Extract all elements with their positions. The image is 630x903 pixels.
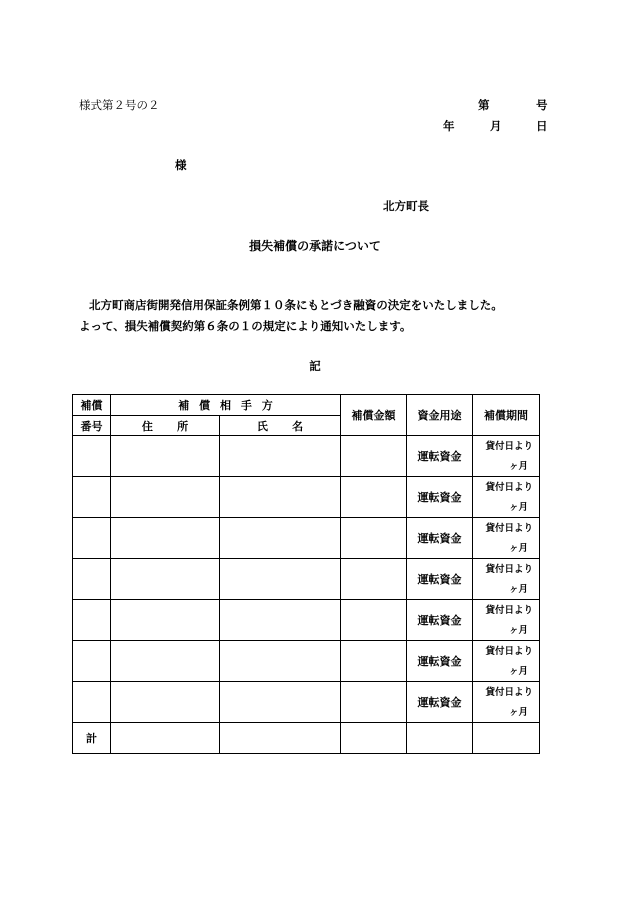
- cell-purpose: 運転資金: [407, 518, 473, 559]
- header-purpose: 資金用途: [407, 395, 473, 436]
- cell-number[interactable]: [73, 477, 111, 518]
- cell-address[interactable]: [111, 477, 220, 518]
- cell-amount[interactable]: [341, 559, 407, 600]
- header-party: [111, 395, 341, 416]
- total-period: [473, 723, 540, 754]
- table-row: [73, 682, 540, 723]
- period-from-label: 貸付日より: [485, 522, 534, 534]
- document-title: 損失補償の承諾について: [249, 239, 381, 253]
- cell-amount[interactable]: [341, 518, 407, 559]
- header-amount: 補償金額: [341, 395, 407, 436]
- cell-purpose: 運転資金: [407, 559, 473, 600]
- recipient-suffix: 様: [175, 158, 187, 172]
- period-from-label: 貸付日より: [485, 645, 534, 657]
- table-row: [73, 477, 540, 518]
- cell-number[interactable]: [73, 682, 111, 723]
- cell-number[interactable]: [73, 518, 111, 559]
- period-months-label: ヶ月: [509, 501, 529, 513]
- cell-purpose: 運転資金: [407, 477, 473, 518]
- period-months-label: ヶ月: [509, 665, 529, 677]
- header-period: 補償期間: [473, 395, 540, 436]
- period-months-label: ヶ月: [509, 542, 529, 554]
- cell-name[interactable]: [220, 477, 341, 518]
- table-row: [73, 436, 540, 477]
- cell-period: [473, 641, 540, 682]
- table-header-row: [73, 395, 540, 416]
- period-months-label: ヶ月: [509, 624, 529, 636]
- cell-name[interactable]: [220, 600, 341, 641]
- cell-purpose: 運転資金: [407, 436, 473, 477]
- cell-period: [473, 436, 540, 477]
- table-total-row: [73, 723, 540, 754]
- total-label: 計: [73, 723, 111, 754]
- cell-number[interactable]: [73, 559, 111, 600]
- cell-period: [473, 682, 540, 723]
- period-months-label: ヶ月: [509, 460, 529, 472]
- form-number: 様式第２号の２: [79, 98, 160, 112]
- cell-period: [473, 559, 540, 600]
- period-from-label: 貸付日より: [485, 686, 534, 698]
- cell-amount[interactable]: [341, 477, 407, 518]
- body-line-1: 北方町商店街開発信用保証条例第１０条にもとづき融資の決定をいたしました。: [89, 298, 503, 312]
- cell-period: [473, 518, 540, 559]
- cell-period: [473, 477, 540, 518]
- cell-amount[interactable]: [341, 600, 407, 641]
- doc-number-prefix: 第: [478, 98, 490, 112]
- header-number-bottom: 番号: [73, 416, 111, 436]
- cell-address[interactable]: [111, 436, 220, 477]
- cell-name[interactable]: [220, 518, 341, 559]
- period-from-label: 貸付日より: [485, 604, 534, 616]
- total-address: [111, 723, 220, 754]
- header-address: [111, 416, 220, 436]
- body-line-2: よって、損失補償契約第６条の１の規定により通知いたします。: [79, 319, 412, 333]
- header-name-label: 氏名: [256, 419, 328, 433]
- header-address-label: 住所: [141, 419, 213, 433]
- total-purpose: [407, 723, 473, 754]
- period-from-label: 貸付日より: [485, 481, 534, 493]
- header-name: [220, 416, 341, 436]
- period-months-label: ヶ月: [509, 583, 529, 595]
- compensation-table: [72, 394, 540, 754]
- cell-purpose: 運転資金: [407, 682, 473, 723]
- period-from-label: 貸付日より: [485, 440, 534, 452]
- cell-address[interactable]: [111, 641, 220, 682]
- date-day: 日: [536, 119, 548, 133]
- header-party-label: 補償相手方: [178, 399, 283, 412]
- table-row: [73, 641, 540, 682]
- doc-number-suffix: 号: [536, 98, 548, 112]
- cell-number[interactable]: [73, 436, 111, 477]
- cell-amount[interactable]: [341, 682, 407, 723]
- period-from-label: 貸付日より: [485, 563, 534, 575]
- cell-address[interactable]: [111, 682, 220, 723]
- cell-amount[interactable]: [341, 641, 407, 682]
- date-year: 年: [443, 119, 455, 133]
- cell-purpose: 運転資金: [407, 641, 473, 682]
- issuer: 北方町長: [383, 199, 429, 213]
- cell-address[interactable]: [111, 600, 220, 641]
- cell-name[interactable]: [220, 559, 341, 600]
- ki-heading: 記: [309, 359, 321, 373]
- table-row: [73, 518, 540, 559]
- cell-amount[interactable]: [341, 436, 407, 477]
- cell-period: [473, 600, 540, 641]
- cell-purpose: 運転資金: [407, 600, 473, 641]
- cell-number[interactable]: [73, 600, 111, 641]
- cell-name[interactable]: [220, 641, 341, 682]
- header-number-top: 補償: [73, 395, 111, 416]
- cell-address[interactable]: [111, 559, 220, 600]
- total-name: [220, 723, 341, 754]
- cell-address[interactable]: [111, 518, 220, 559]
- date-month: 月: [490, 119, 502, 133]
- total-amount[interactable]: [341, 723, 407, 754]
- cell-number[interactable]: [73, 641, 111, 682]
- table-row: [73, 559, 540, 600]
- period-months-label: ヶ月: [509, 706, 529, 718]
- table-row: [73, 600, 540, 641]
- cell-name[interactable]: [220, 682, 341, 723]
- cell-name[interactable]: [220, 436, 341, 477]
